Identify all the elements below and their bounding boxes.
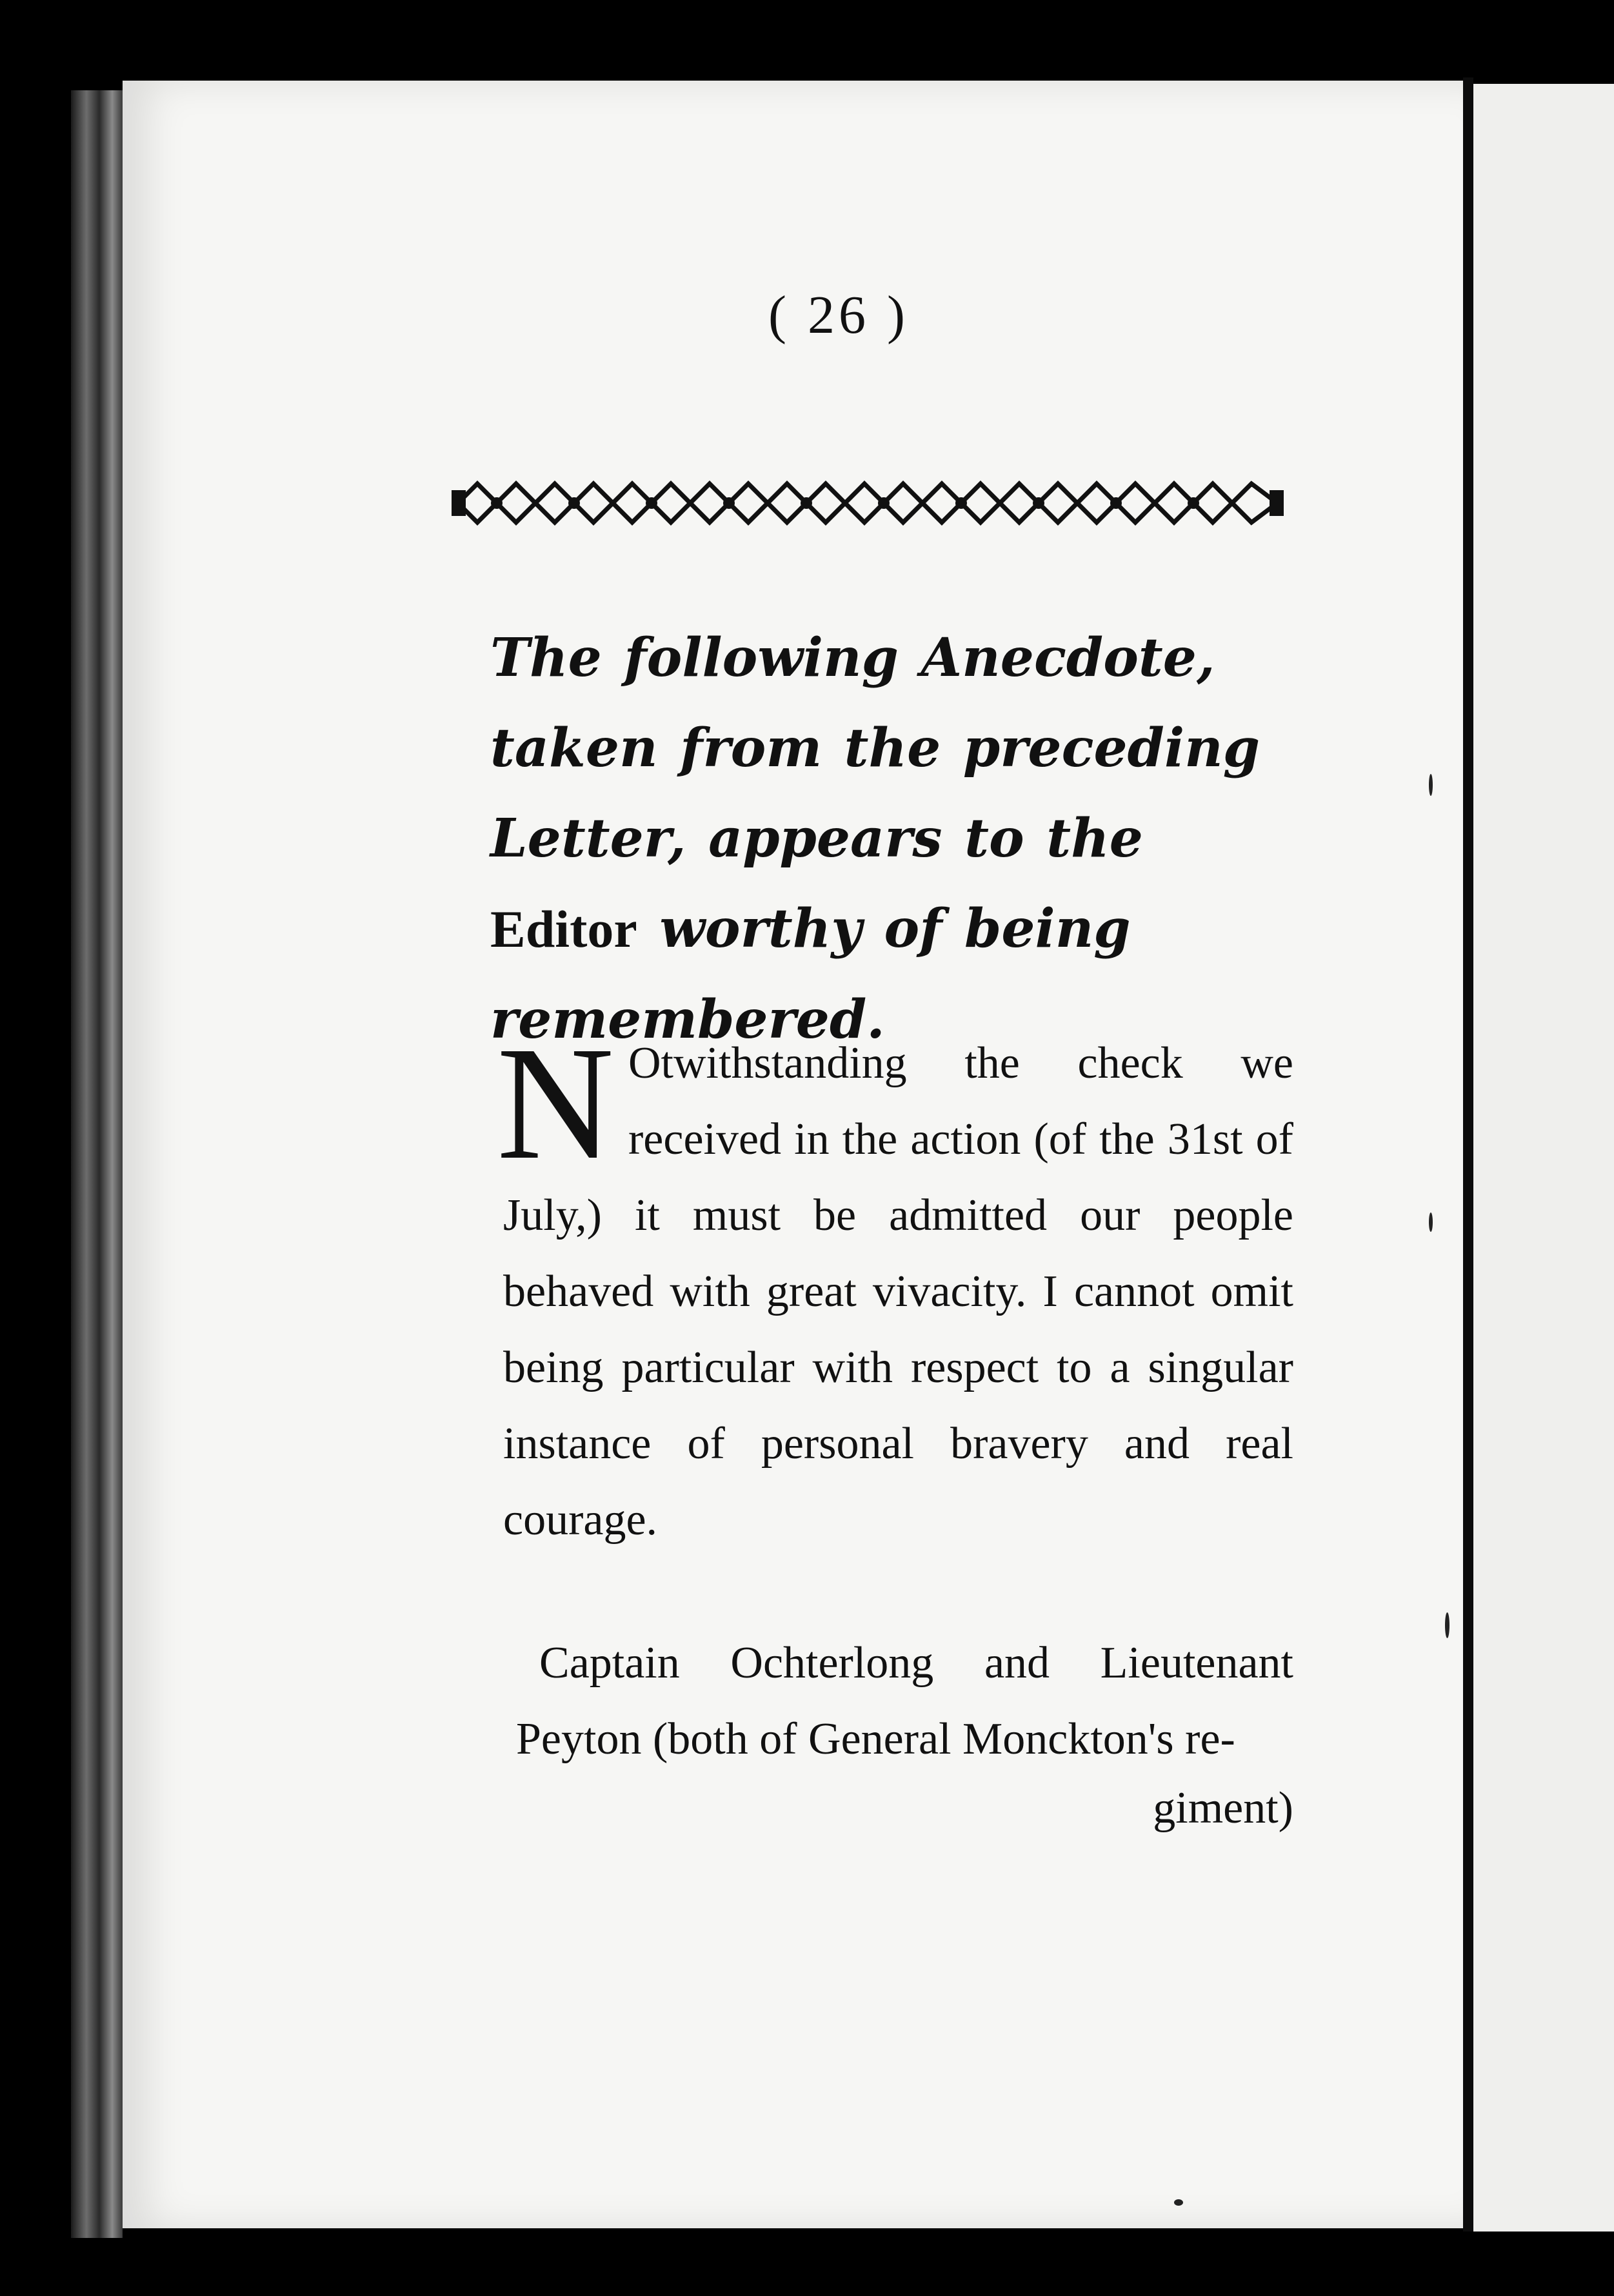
page-stack-edge	[71, 90, 123, 2238]
ink-speck	[1445, 1612, 1450, 1638]
catchword: giment)	[1153, 1783, 1293, 1833]
drop-cap: N	[497, 1013, 614, 1193]
heading-text-part2: worthy of being remembered.	[490, 898, 1131, 1051]
paragraph-2: Captain Ochterlong and Lieutenant Peyton (both of General Monckton's re-	[516, 1638, 1293, 1764]
heading-text-part1: The following Anecdote, taken from the preceding Letter, appears to the	[490, 627, 1260, 869]
ink-speck	[1429, 1212, 1433, 1232]
anecdote-heading	[490, 613, 1297, 1065]
ink-speck	[1429, 774, 1433, 796]
paragraph-1-text: Otwithstanding the check we received in the action (of the 31st of July,) it must be admitted our people behaved with great vivacity. I cannot omit being particular with respect to a singular instance of personal bravery and real courage.	[503, 1038, 1293, 1545]
gutter-line	[1463, 77, 1473, 2232]
paragraph-1	[497, 1013, 1293, 1558]
facing-page-edge	[1473, 84, 1614, 2232]
heading-editor-word: Editor	[490, 900, 637, 958]
ink-speck	[1174, 2199, 1183, 2206]
decorative-ornament-band	[452, 471, 1284, 535]
page-number: ( 26 )	[768, 285, 909, 345]
